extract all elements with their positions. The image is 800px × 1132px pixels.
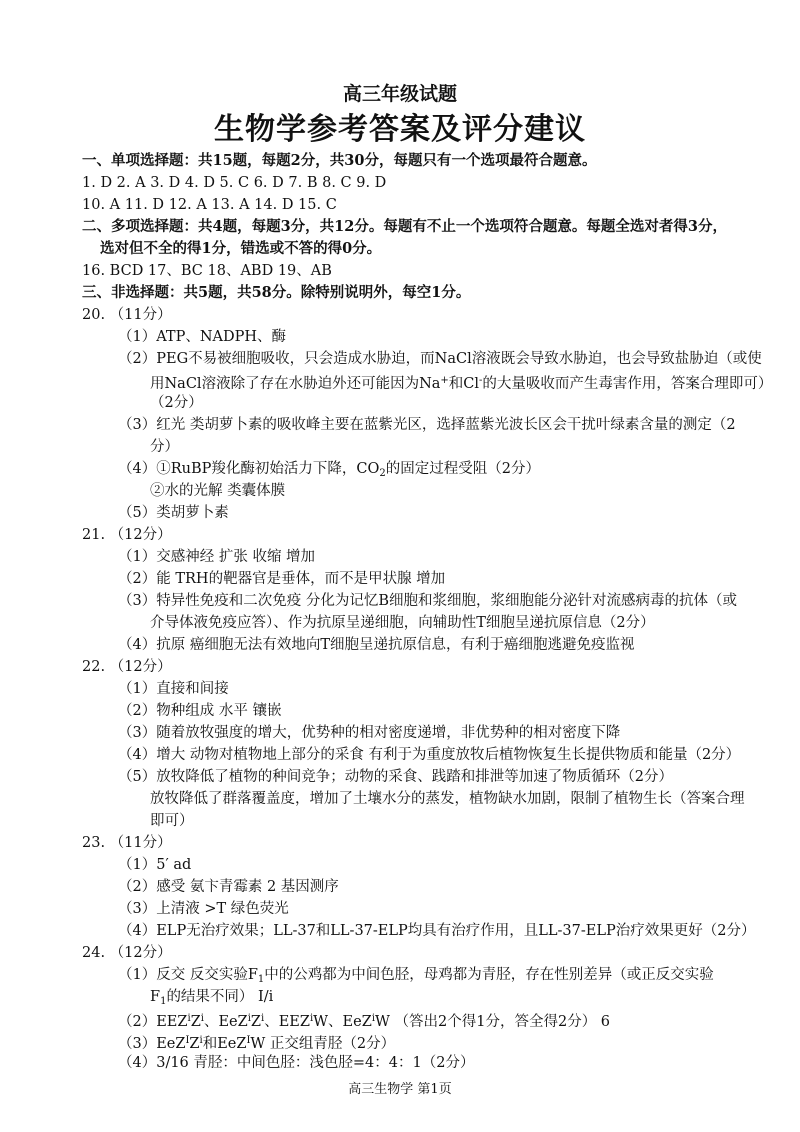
- answer-text-segment: （2）EEZ: [118, 1014, 188, 1030]
- answer-line: 三、非选择题：共5题，共58分。除特别说明外，每空1分。: [82, 284, 471, 301]
- page-title: 生物学参考答案及评分建议: [214, 112, 586, 147]
- answer-line: （4）抗原 癌细胞无法有效地向T细胞呈递抗原信息，有利于癌细胞逃避免疫监视: [118, 637, 635, 653]
- answer-line: （2）PEG不易被细胞吸收，只会造成水胁迫，而NaCl溶液既会导致水胁迫，也会导致盐胁迫（或使: [118, 351, 762, 367]
- answer-text-segment: 中的公鸡都为中间色胫，母鸡都为青胫，存在性别差异（或正反交实验: [264, 967, 714, 983]
- answer-content: [82, 150, 772, 1074]
- answer-line: 放牧降低了群落覆盖度，增加了土壤水分的蒸发，植物缺水加剧，限制了植物生长（答案合理: [150, 791, 745, 807]
- answer-line: （3）随着放牧强度的增大，优势种的相对密度递增，非优势种的相对密度下降: [118, 725, 621, 741]
- answer-line: 22. （12分）: [82, 659, 172, 675]
- answer-line: [82, 964, 772, 986]
- answer-text-segment: Z: [250, 1014, 261, 1030]
- answer-line: [82, 370, 772, 392]
- answer-text-segment: +: [440, 375, 449, 386]
- answer-line: [82, 1008, 772, 1030]
- answer-line: 即可）: [150, 813, 194, 829]
- answer-text-segment: 的固定过程受阻（2分）: [385, 461, 540, 477]
- answer-text-segment: W、EeZ: [313, 1014, 372, 1030]
- answer-line: （5）放牧降低了植物的种间竞争；动物的采食、践踏和排泄等加速了物质循环（2分）: [118, 769, 673, 785]
- answer-line: 分）: [150, 439, 179, 455]
- answer-text-segment: Z: [189, 1036, 200, 1052]
- answer-line: （2分）: [150, 395, 203, 411]
- answer-text-segment: i: [261, 1013, 265, 1024]
- answer-line: （2）感受 氨卞青霉素 2 基因测序: [118, 879, 339, 895]
- answer-text-segment: （1）反交 反交实验F: [118, 967, 258, 983]
- answer-line: [82, 1030, 772, 1052]
- answer-line: （2）物种组成 水平 镶嵌: [118, 703, 282, 719]
- answer-line: （4）ELP无治疗效果；LL-37和LL-37-ELP均具有治疗作用，且LL-37-ELP治疗效果更好（2分）: [118, 923, 756, 939]
- answer-text-segment: 、EEZ: [264, 1014, 310, 1030]
- answer-line: 选对但不全的得1分，错选或不答的得0分。: [100, 240, 382, 257]
- answer-text-segment: i: [187, 1013, 191, 1024]
- answer-text-segment: 用NaCl溶液除了存在水胁迫外还可能因为Na: [150, 376, 441, 392]
- answer-text-segment: i: [247, 1013, 251, 1024]
- answer-line: 10. A 11. D 12. A 13. A 14. D 15. C: [82, 197, 337, 213]
- answer-text-segment: Z: [190, 1014, 201, 1030]
- answer-line: （1）直接和间接: [118, 681, 229, 697]
- answer-text-segment: 的结果不同） I/i: [166, 989, 274, 1005]
- answer-text-segment: （3）EeZ: [118, 1036, 186, 1052]
- answer-text-segment: i: [200, 1013, 204, 1024]
- answer-text-segment: -: [479, 375, 483, 386]
- answer-line: ②水的光解 类囊体膜: [150, 483, 286, 499]
- answer-text-segment: I: [246, 1035, 251, 1046]
- answer-line: 一、单项选择题：共15题，每题2分，共30分，每题只有一个选项最符合题意。: [82, 152, 597, 169]
- page-footer: 高三生物学 第1页: [348, 1082, 452, 1097]
- answer-text-segment: i: [371, 1013, 376, 1024]
- answer-line: 23. （11分）: [82, 835, 172, 851]
- answer-text-segment: 和Cl: [448, 376, 480, 392]
- answer-text-segment: I: [185, 1035, 190, 1046]
- answer-text-segment: 1: [160, 996, 167, 1007]
- answer-line: （3）上清液 >T 绿色荧光: [118, 901, 289, 917]
- answer-line: （1）交感神经 扩张 收缩 增加: [118, 549, 316, 565]
- answer-text-segment: （4）①RuBP羧化酶初始活力下降，CO: [118, 461, 380, 477]
- exam-subtitle: 高三年级试题: [342, 83, 457, 105]
- answer-line: 二、多项选择题：共4题，每题3分，共12分。每题有不止一个选项符合题意。每题全选对者得3分，: [82, 218, 727, 235]
- answer-text-segment: i: [199, 1035, 203, 1046]
- answer-text-segment: 1: [257, 974, 265, 985]
- answer-line: 21. （12分）: [82, 527, 172, 543]
- answer-line: （4）3/16 青胫：中间色胫：浅色胫=4：4：1（2分）: [118, 1055, 475, 1071]
- answer-line: 介导体液免疫应答）、作为抗原呈递细胞，向辅助性T细胞呈递抗原信息（2分）: [150, 615, 655, 631]
- answer-line: （5）类胡萝卜素: [118, 505, 229, 521]
- answer-line: （1）5′ ad: [118, 857, 192, 873]
- answer-text-segment: F: [150, 989, 161, 1005]
- answer-line: （2）能 TRH的靶器官是垂体，而不是甲状腺 增加: [118, 571, 446, 587]
- answer-text-segment: 的大量吸收而产生毒害作用，答案合理即可）: [482, 376, 773, 392]
- answer-text-segment: W 正交组青胫（2分）: [250, 1036, 396, 1052]
- answer-line: （3）特异性免疫和二次免疫 分化为记忆B细胞和浆细胞，浆细胞能分泌针对流感病毒的抗体（或: [118, 593, 737, 609]
- answer-text-segment: 和EeZ: [202, 1036, 247, 1052]
- answer-text-segment: W （答出2个得1分，答全得2分） 6: [375, 1014, 611, 1030]
- answer-line: 1. D 2. A 3. D 4. D 5. C 6. D 7. B 8. C 9. D: [82, 175, 387, 191]
- answer-line: [82, 986, 772, 1008]
- answer-text-segment: i: [309, 1013, 314, 1024]
- answer-line: （1）ATP、NADPH、酶: [118, 329, 287, 345]
- answer-line: （3）红光 类胡萝卜素的吸收峰主要在蓝紫光区，选择蓝紫光波长区会干扰叶绿素含量的测定（2: [118, 417, 736, 433]
- answer-line: （4）增大 动物对植物地上部分的采食 有利于为重度放牧后植物恢复生长提供物质和能量（2分）: [118, 747, 741, 763]
- answer-text-segment: 2: [379, 468, 386, 479]
- answer-text-segment: 、EeZ: [203, 1014, 248, 1030]
- answer-line: 20. （11分）: [82, 307, 172, 323]
- answer-line: [82, 458, 772, 480]
- answer-line: 16. BCD 17、BC 18、ABD 19、AB: [82, 263, 332, 279]
- answer-line: 24. （12分）: [82, 945, 172, 961]
